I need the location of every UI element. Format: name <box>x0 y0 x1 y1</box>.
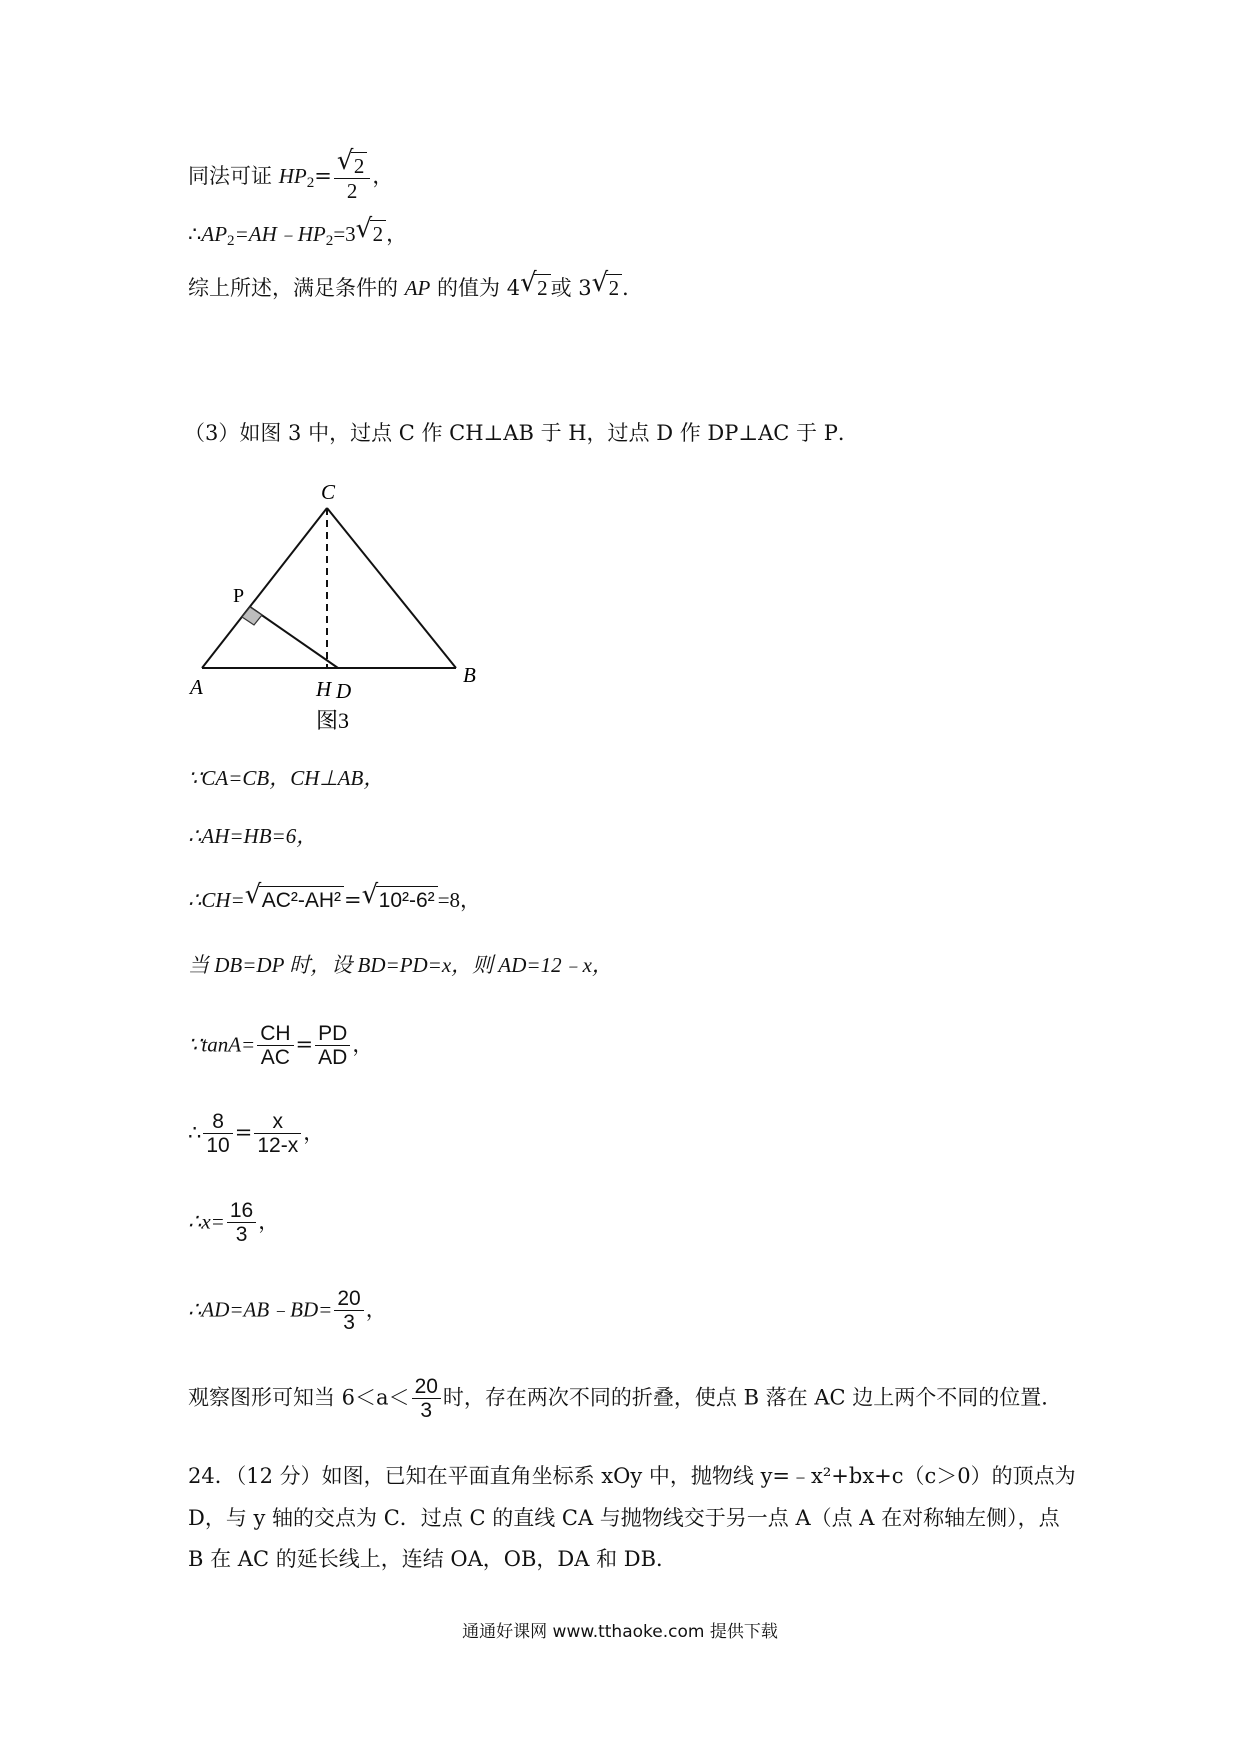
radicand: AC²-AH² <box>259 886 344 912</box>
footer-attribution: 通通好课网 www.tthaoke.com 提供下载 <box>462 1622 778 1642</box>
radicand: 2 <box>606 274 623 300</box>
text: 的值为 4 <box>430 276 521 300</box>
equals: = <box>295 1032 314 1057</box>
punct: ． <box>622 276 644 300</box>
side-ac <box>202 508 327 668</box>
proof-line-5: ∵CA=CB，CH⊥AB， <box>188 766 385 790</box>
therefore-symbol: ∴ <box>188 1120 202 1145</box>
text: 时，存在两次不同的折叠，使点 B 落在 AC 边上两个不同的位置． <box>442 1385 1063 1410</box>
expr: =8， <box>437 888 482 912</box>
numerator: 20 <box>412 1375 441 1399</box>
equals: = <box>314 164 332 189</box>
subscript: 2 <box>306 174 315 191</box>
side-cb <box>327 508 456 668</box>
part-3-intro: （3）如图 3 中，过点 C 作 CH⊥AB 于 H，过点 D 作 DP⊥AC 于 P． <box>184 421 859 445</box>
numerator: 20 <box>334 1287 363 1311</box>
expr: ∴x= <box>188 1209 225 1234</box>
label-a: A <box>190 675 203 699</box>
denominator: AD <box>318 1046 348 1070</box>
fraction <box>203 1110 232 1158</box>
punct: ， <box>372 164 394 189</box>
fraction <box>334 1287 363 1335</box>
problem-24-line-3: B 在 AC 的延长线上，连结 OA，OB，DA 和 DB． <box>188 1547 678 1571</box>
denominator: 12-x <box>257 1134 299 1158</box>
radicand: 2 <box>351 152 368 178</box>
figure-caption: 图3 <box>316 708 350 733</box>
text: 综上所述，满足条件的 <box>188 276 405 300</box>
expr: ∴CH= <box>188 888 245 912</box>
proof-line-9 <box>188 1022 373 1070</box>
proof-line-2 <box>188 214 408 249</box>
proof-line-7 <box>188 880 482 912</box>
radicand: 2 <box>534 274 551 300</box>
figure-3 <box>188 474 488 744</box>
proof-line-10 <box>188 1110 324 1158</box>
equals: = <box>344 888 362 912</box>
sqrt: √ AC²-AH² <box>245 886 344 912</box>
fraction <box>315 1022 350 1070</box>
therefore-symbol: ∴ <box>188 222 202 246</box>
denominator: 10 <box>206 1134 230 1158</box>
proof-line-6: ∴AH=HB=6， <box>188 824 318 848</box>
problem-24-line-1: 24．（12 分）如图，已知在平面直角坐标系 xOy 中，抛物线 y=﹣x²+bx+c（c＞0）的顶点为 <box>188 1464 1076 1488</box>
sqrt: √ 2 <box>337 152 368 178</box>
right-angle-mark <box>242 607 262 625</box>
label-d: D <box>336 679 352 703</box>
fraction <box>412 1375 441 1423</box>
var: AP <box>404 276 431 300</box>
fraction <box>254 1110 301 1158</box>
problem-24-line-2: D，与 y 轴的交点为 C．过点 C 的直线 CA 与抛物线交于另一点 A（点 A 在对称轴左侧），点 <box>188 1506 1060 1530</box>
fraction <box>257 1022 293 1070</box>
numerator: PD <box>315 1022 350 1046</box>
numerator: x <box>254 1110 301 1134</box>
sqrt: √ 2 <box>520 274 551 300</box>
equals: = <box>234 1120 253 1145</box>
sqrt: √ 2 <box>592 274 623 300</box>
punct: ， <box>258 1209 280 1234</box>
numerator: 8 <box>203 1110 232 1134</box>
text: 或 3 <box>550 276 592 300</box>
text: 观察图形可知当 6＜a＜ <box>188 1385 410 1410</box>
denominator: 2 <box>346 179 358 204</box>
label-b: B <box>463 663 476 687</box>
expr: ∵tanA= <box>188 1032 256 1057</box>
numerator: CH <box>257 1022 293 1046</box>
denominator: AC <box>260 1046 290 1070</box>
proof-line-11 <box>188 1199 279 1247</box>
fraction <box>334 146 371 204</box>
var: HP <box>278 164 307 189</box>
numerator: 16 <box>227 1199 256 1223</box>
subscript: 2 <box>325 232 334 249</box>
radicand: 10²-6² <box>376 886 438 912</box>
subscript: 2 <box>227 232 235 249</box>
label-h: H <box>316 677 332 701</box>
label-p: P <box>233 585 245 607</box>
denominator: 3 <box>420 1399 433 1423</box>
label-c: C <box>321 480 336 504</box>
denominator: 3 <box>343 1311 355 1335</box>
expr: ∴AD=AB﹣BD= <box>188 1297 333 1322</box>
punct: ， <box>303 1120 325 1145</box>
proof-line-12 <box>188 1287 387 1335</box>
text: 同法可证 <box>188 164 279 189</box>
punct: ， <box>386 222 408 246</box>
radicand: 2 <box>370 220 387 246</box>
denominator: 3 <box>235 1223 248 1247</box>
fraction <box>227 1199 256 1247</box>
var: AP <box>201 222 228 246</box>
punct: ， <box>352 1032 374 1057</box>
segment-pd <box>250 607 338 668</box>
proof-line-13 <box>188 1375 1062 1423</box>
expr: =3 <box>333 222 356 246</box>
proof-line-3 <box>188 268 644 300</box>
proof-line-8: 当 DB=DP 时，设 BD=PD=x，则 AD=12﹣x， <box>188 953 613 977</box>
proof-line-1 <box>188 146 394 204</box>
sqrt: √ 2 <box>356 220 387 246</box>
punct: ， <box>365 1297 387 1322</box>
expr: =AH﹣HP <box>234 222 326 246</box>
sqrt: √ 10²-6² <box>362 886 438 912</box>
